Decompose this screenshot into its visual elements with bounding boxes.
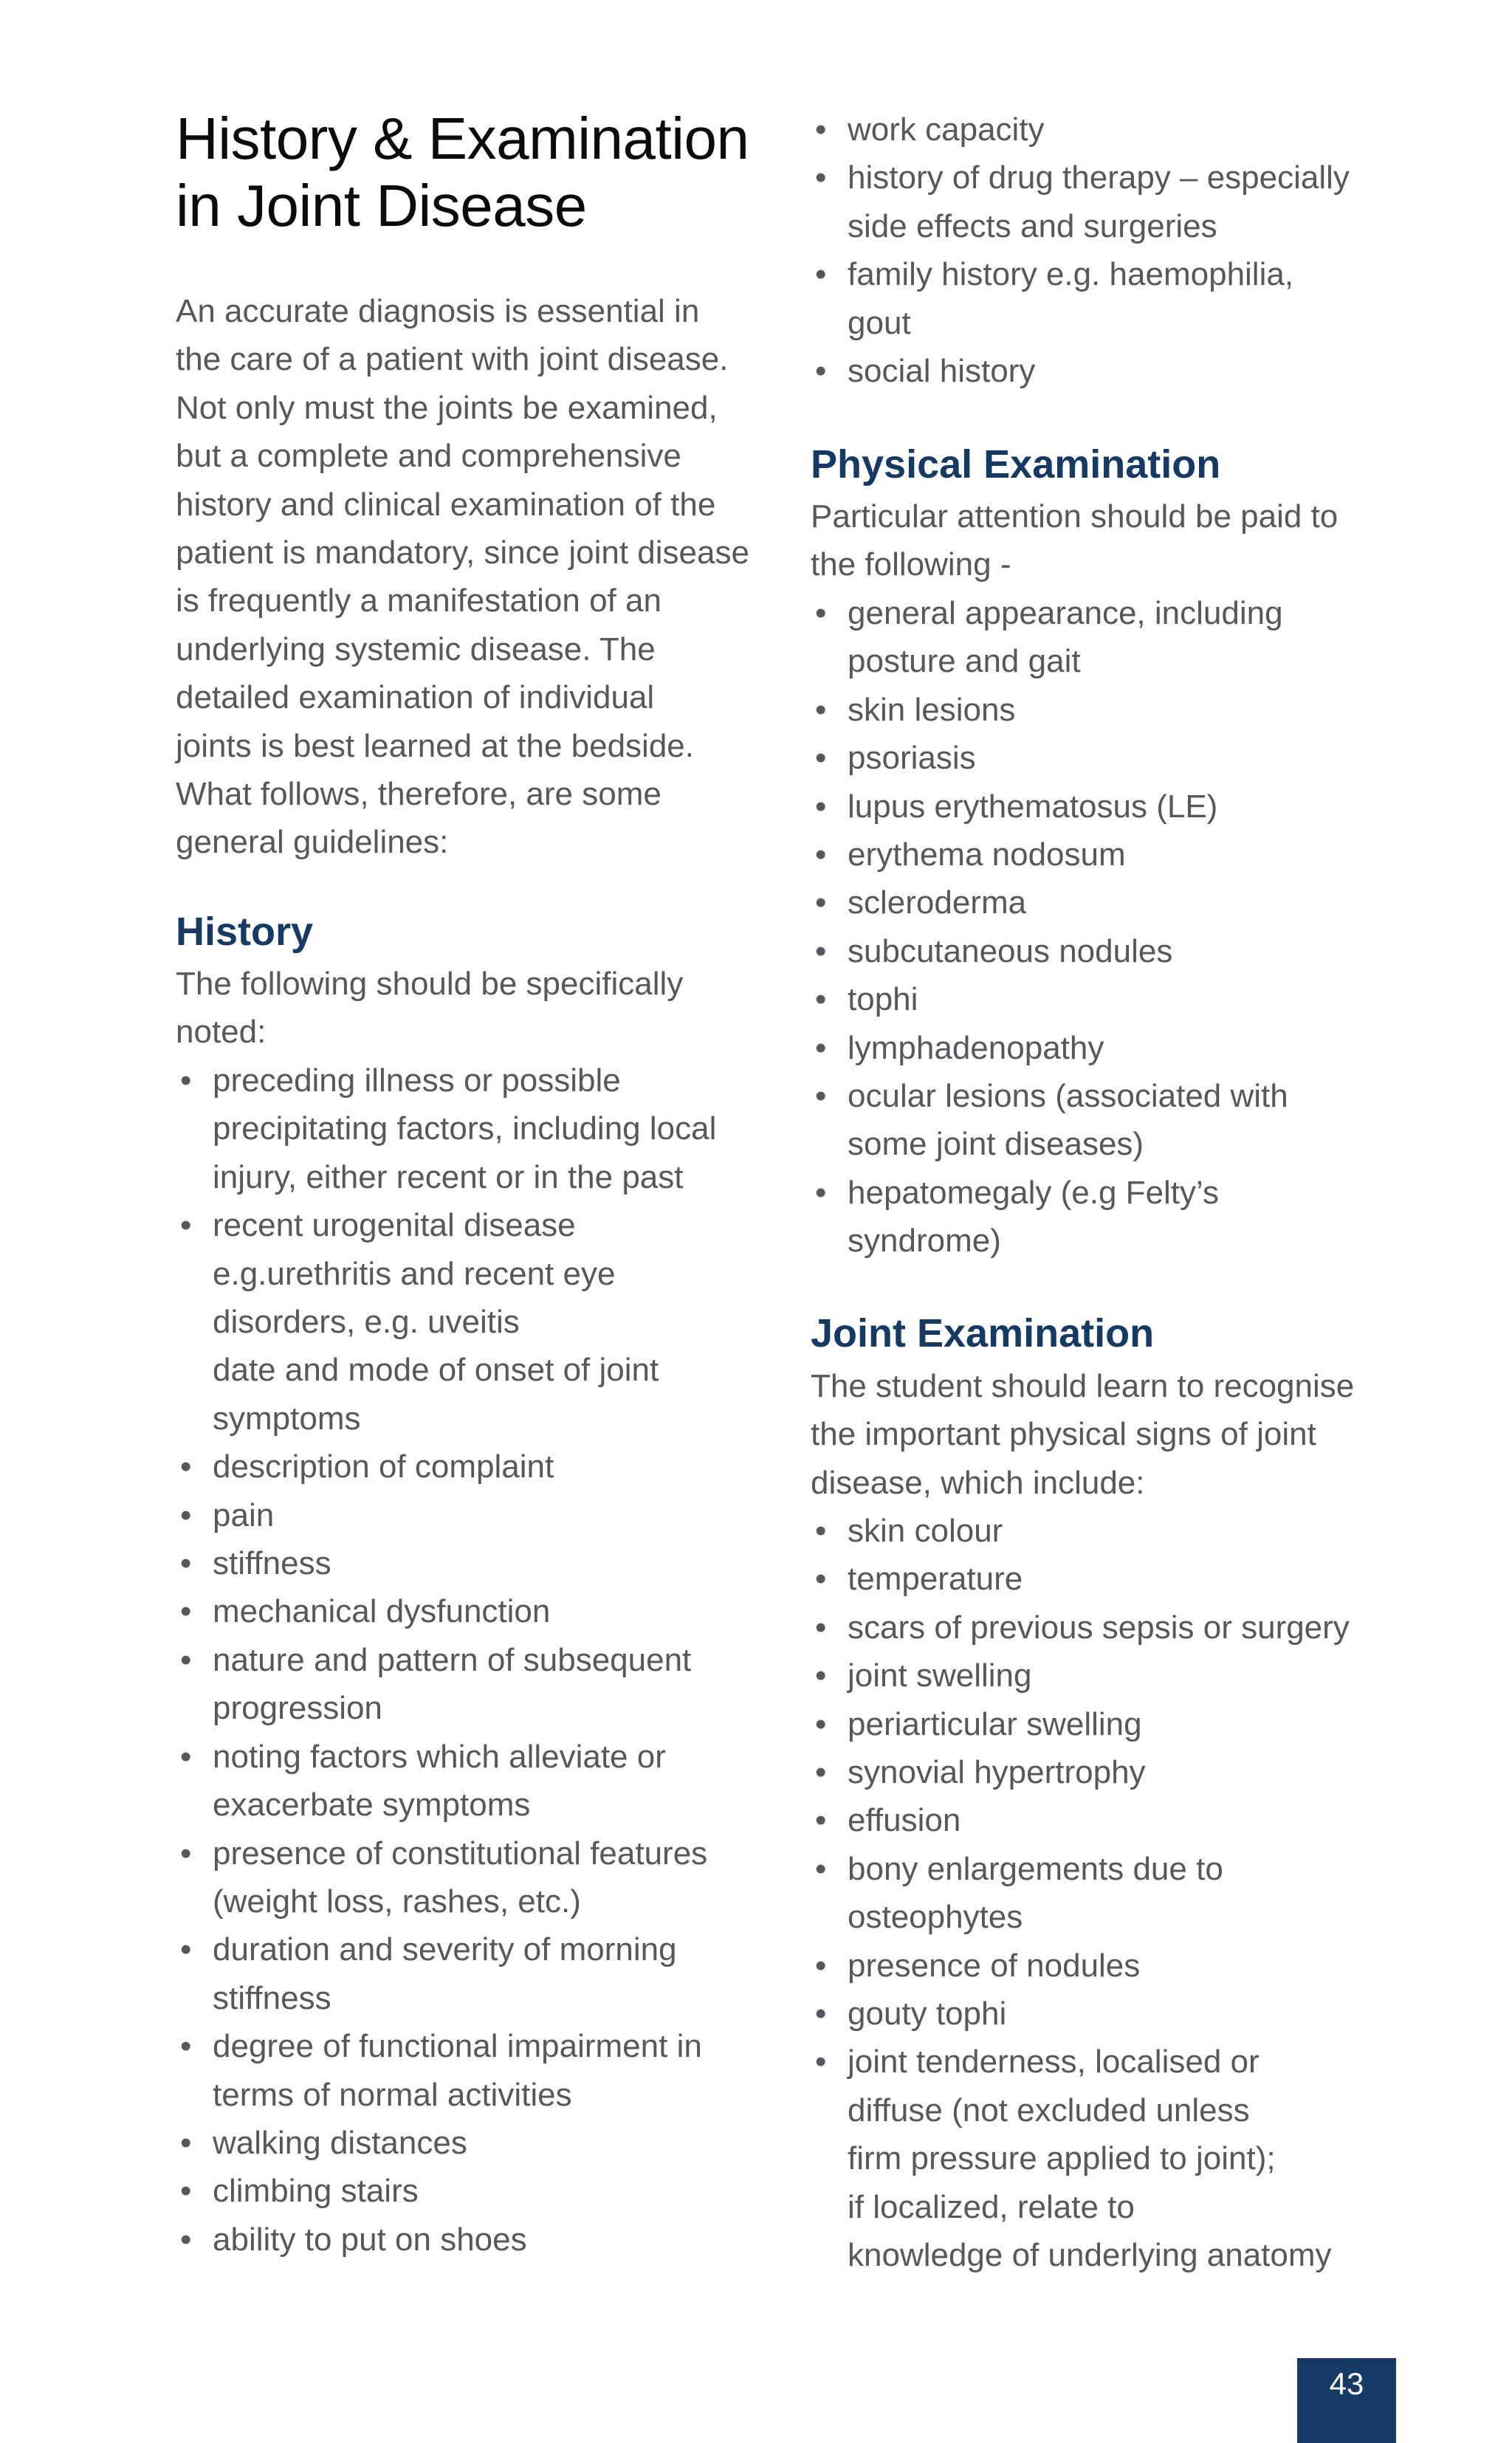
list-item-text: noting factors which alleviate or: [213, 1738, 666, 1775]
physical-lead-line: the following -: [811, 546, 1011, 583]
bullet-icon: •: [180, 1835, 192, 1872]
list-item-text: presence of nodules: [848, 1947, 1141, 1984]
intro-line: underlying systemic disease. The: [176, 630, 656, 667]
list-item-text: tophi: [848, 981, 918, 1018]
list-item: [811, 250, 1401, 347]
list-item-text: if localized, relate to: [848, 2188, 1135, 2225]
intro-line: detailed examination of individual: [176, 679, 655, 716]
bullet-icon: •: [815, 884, 827, 921]
list-item: [811, 879, 1401, 927]
joint-examination-heading: Joint Examination: [811, 1311, 1155, 1355]
list-item-text: social history: [848, 353, 1036, 390]
list-item: [811, 975, 1401, 1023]
intro-line: is frequently a manifestation of an: [176, 583, 662, 619]
list-item-text: temperature: [848, 1561, 1023, 1598]
list-item-text: stiffness: [213, 1979, 331, 2016]
list-item-text: ability to put on shoes: [213, 2221, 527, 2258]
list-item-text: work capacity: [848, 111, 1045, 148]
intro-line: An accurate diagnosis is essential in: [176, 293, 700, 329]
list-item: [176, 2022, 781, 2119]
list-item-text: preceding illness or possible: [213, 1062, 621, 1099]
list-item-text: erythema nodosum: [848, 836, 1126, 873]
bullet-icon: •: [815, 111, 827, 148]
list-item: [811, 1990, 1401, 2038]
list-item-text: subcutaneous nodules: [848, 932, 1173, 969]
bullet-icon: •: [180, 2028, 192, 2065]
list-item: [811, 2038, 1401, 2279]
bullet-icon: •: [815, 1174, 827, 1211]
intro-line: patient is mandatory, since joint disease: [176, 535, 749, 571]
list-item: [811, 734, 1401, 782]
intro-line: What follows, therefore, are some: [176, 776, 662, 813]
bullet-icon: •: [180, 2173, 192, 2210]
list-item-text: date and mode of onset of joint: [213, 1352, 659, 1389]
list-item-text: gout: [848, 304, 911, 341]
physical-lead-line: Particular attention should be paid to: [811, 498, 1339, 535]
bullet-icon: •: [180, 2124, 192, 2161]
list-item: [811, 1169, 1401, 1265]
list-item-text: history of drug therapy – especially: [848, 159, 1350, 196]
bullet-icon: •: [180, 1449, 192, 1485]
bullet-icon: •: [815, 1078, 827, 1115]
list-item-text: pain: [213, 1497, 275, 1533]
page-number-box: [1297, 2358, 1396, 2443]
history-lead-line: noted:: [176, 1014, 267, 1051]
bullet-icon: •: [815, 932, 827, 969]
list-item: [176, 1539, 781, 1587]
intro-line: joints is best learned at the bedside.: [176, 727, 695, 764]
bullet-icon: •: [180, 1593, 192, 1630]
list-item-text: mechanical dysfunction: [213, 1593, 551, 1630]
list-item-text: osteophytes: [848, 1899, 1023, 1936]
bullet-icon: •: [815, 788, 827, 825]
list-item-text: psoriasis: [848, 740, 976, 777]
list-item-text: joint swelling: [848, 1657, 1032, 1694]
list-item-text: (weight loss, rashes, etc.): [213, 1883, 581, 1920]
list-item-text: effusion: [848, 1802, 961, 1839]
list-item: [811, 1507, 1401, 1555]
list-item-text: stiffness: [213, 1545, 331, 1582]
bullet-icon: •: [815, 691, 827, 728]
bullet-icon: •: [815, 1513, 827, 1549]
list-item-text: posture and gait: [848, 643, 1081, 680]
list-item: [811, 1845, 1401, 1942]
bullet-icon: •: [815, 1754, 827, 1791]
list-item-text: family history e.g. haemophilia,: [848, 256, 1294, 293]
bullet-icon: •: [815, 595, 827, 631]
list-item-text: skin lesions: [848, 691, 1016, 728]
bullet-icon: •: [815, 2044, 827, 2080]
bullet-icon: •: [815, 1947, 827, 1984]
page-title: [176, 105, 781, 239]
list-item-text: walking distances: [213, 2124, 467, 2161]
list-item-text: synovial hypertrophy: [848, 1754, 1146, 1791]
list-item-text: symptoms: [213, 1400, 361, 1437]
list-item: [176, 1443, 781, 1491]
bullet-icon: •: [815, 1802, 827, 1839]
page-number: 43: [1329, 2366, 1364, 2401]
list-item-text: gouty tophi: [848, 1996, 1007, 2033]
list-item-text: e.g.urethritis and recent eye: [213, 1255, 616, 1292]
list-item-text: terms of normal activities: [213, 2076, 572, 2113]
bullet-icon: •: [180, 1931, 192, 1968]
list-item: [811, 154, 1401, 250]
bullet-icon: •: [180, 1545, 192, 1582]
list-item-text: firm pressure applied to joint);: [848, 2140, 1276, 2177]
list-item: [811, 686, 1401, 734]
list-item-text: duration and severity of morning: [213, 1931, 677, 1968]
list-item: [811, 1748, 1401, 1796]
list-item-text: climbing stairs: [213, 2173, 419, 2210]
history-lead: [176, 960, 781, 1056]
list-item: [811, 106, 1401, 154]
list-item-text: lupus erythematosus (LE): [848, 788, 1218, 825]
list-item: [811, 589, 1401, 686]
physical-examination-heading: Physical Examination: [811, 442, 1221, 487]
list-item-text: precipitating factors, including local: [213, 1110, 717, 1147]
list-item: [176, 2167, 781, 2215]
bullet-icon: •: [815, 1996, 827, 2033]
bullet-icon: •: [815, 1705, 827, 1742]
list-item: [176, 1636, 781, 1733]
list-item: [176, 1925, 781, 2022]
bullet-icon: •: [815, 1850, 827, 1887]
list-item-text: ocular lesions (associated with: [848, 1078, 1288, 1115]
list-item: [811, 1072, 1401, 1169]
joint-lead-line: the important physical signs of joint: [811, 1416, 1316, 1453]
list-item-text: progression: [213, 1690, 382, 1727]
joint-examination-lead: [811, 1362, 1401, 1507]
list-item: [811, 927, 1401, 975]
list-item: [176, 1587, 781, 1635]
bullet-icon: •: [180, 2221, 192, 2258]
list-item-text: general appearance, including: [848, 595, 1283, 631]
joint-lead-line: The student should learn to recognise: [811, 1368, 1355, 1404]
list-item: [176, 2216, 781, 2264]
list-item-text: nature and pattern of subsequent: [213, 1641, 692, 1678]
list-item-text: presence of constitutional features: [213, 1835, 708, 1872]
list-item: [811, 1024, 1401, 1072]
list-item: [811, 1604, 1401, 1652]
list-item: [176, 1056, 781, 1201]
intro-line: but a complete and comprehensive: [176, 438, 681, 475]
list-item-text: recent urogenital disease: [213, 1207, 576, 1244]
list-item-text: exacerbate symptoms: [213, 1787, 531, 1824]
history-list-continued: [811, 106, 1401, 395]
bullet-icon: •: [180, 1641, 192, 1678]
history-list: [176, 1056, 781, 2264]
page-title-line-2: in Joint Disease: [176, 173, 587, 238]
bullet-icon: •: [815, 353, 827, 390]
list-item: [811, 1652, 1401, 1700]
bullet-icon: •: [180, 1062, 192, 1099]
bullet-icon: •: [815, 159, 827, 196]
list-item-text: scars of previous sepsis or surgery: [848, 1609, 1350, 1646]
list-item-text: scleroderma: [848, 884, 1027, 921]
physical-examination-list: [811, 589, 1401, 1265]
joint-examination-list: [811, 1507, 1401, 2280]
list-item-text: hepatomegaly (e.g Felty’s: [848, 1174, 1220, 1211]
bullet-icon: •: [815, 1029, 827, 1066]
list-item-text: skin colour: [848, 1513, 1003, 1549]
list-item-text: bony enlargements due to: [848, 1850, 1223, 1887]
intro-line: history and clinical examination of the: [176, 486, 716, 523]
intro-line: general guidelines:: [176, 824, 449, 861]
list-item-text: disorders, e.g. uveitis: [213, 1304, 520, 1341]
bullet-icon: •: [815, 740, 827, 777]
list-item-text: some joint diseases): [848, 1126, 1144, 1163]
bullet-icon: •: [815, 1561, 827, 1598]
list-item-text: periarticular swelling: [848, 1705, 1142, 1742]
bullet-icon: •: [815, 256, 827, 293]
list-item: [811, 831, 1401, 879]
history-heading: History: [176, 910, 314, 954]
page-title-line-1: History & Examination: [176, 106, 749, 171]
bullet-icon: •: [180, 1207, 192, 1244]
list-item-text: joint tenderness, localised or: [848, 2044, 1260, 2080]
list-item: [176, 1829, 781, 1926]
list-item: [176, 2119, 781, 2167]
list-item-text: degree of functional impairment in: [213, 2028, 702, 2065]
intro-line: Not only must the joints be examined,: [176, 389, 718, 426]
list-item: [811, 1942, 1401, 1990]
bullet-icon: •: [815, 836, 827, 873]
list-item: [176, 1201, 781, 1443]
list-item: [176, 1733, 781, 1829]
bullet-icon: •: [180, 1738, 192, 1775]
bullet-icon: •: [180, 1497, 192, 1533]
list-item-text: syndrome): [848, 1223, 1001, 1260]
list-item: [811, 1555, 1401, 1603]
list-item-text: knowledge of underlying anatomy: [848, 2237, 1332, 2274]
list-item: [811, 1700, 1401, 1748]
list-item: [176, 1491, 781, 1539]
physical-examination-lead: [811, 492, 1401, 589]
bullet-icon: •: [815, 981, 827, 1018]
history-lead-line: The following should be specifically: [176, 966, 684, 1002]
joint-lead-line: disease, which include:: [811, 1464, 1145, 1501]
list-item-text: description of complaint: [213, 1449, 554, 1485]
list-item-text: injury, either recent or in the past: [213, 1158, 684, 1195]
list-item-text: lymphadenopathy: [848, 1029, 1104, 1066]
bullet-icon: •: [815, 1657, 827, 1694]
intro-line: the care of a patient with joint disease.: [176, 341, 729, 378]
intro-paragraph: [176, 287, 781, 867]
list-item: [811, 783, 1401, 831]
list-item: [811, 347, 1401, 395]
list-item: [811, 1796, 1401, 1844]
bullet-icon: •: [815, 1609, 827, 1646]
list-item-text: diffuse (not excluded unless: [848, 2092, 1250, 2128]
list-item-text: side effects and surgeries: [848, 207, 1217, 244]
